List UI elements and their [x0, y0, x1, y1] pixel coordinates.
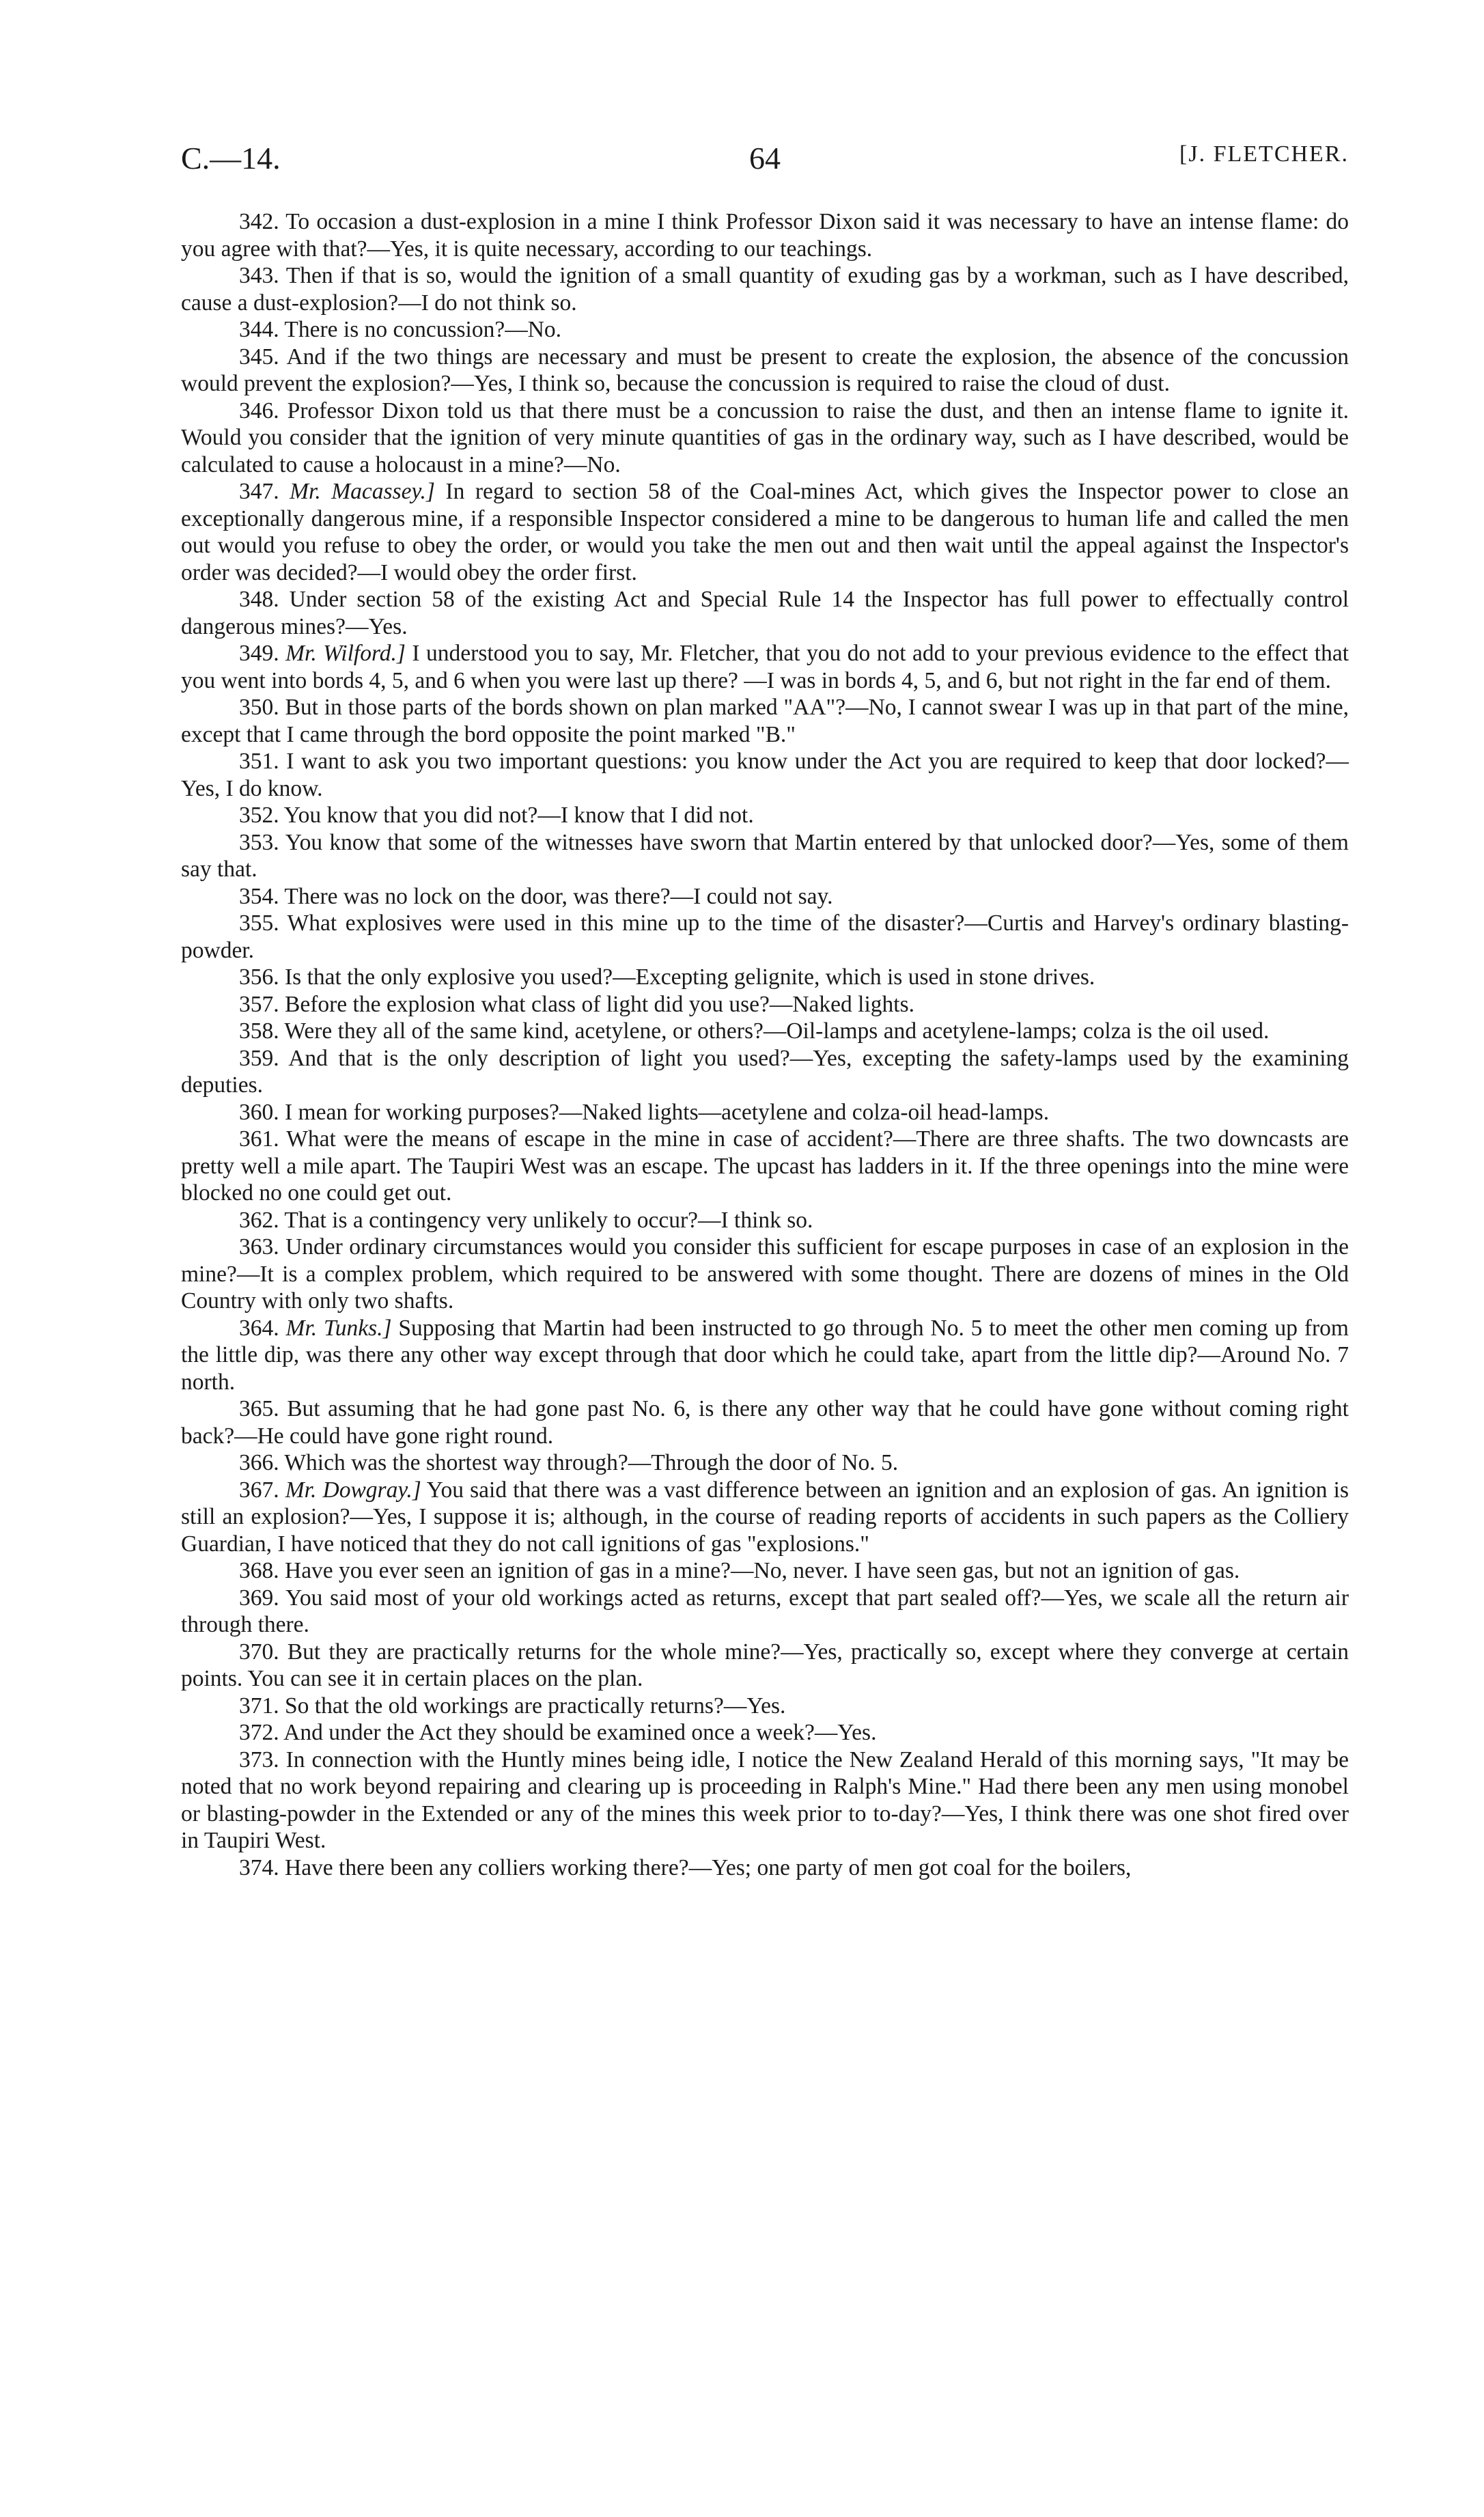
- question-answer-text: What explosives were used in this mine up to the time of the disaster?—Curtis and Harvey's ordinary blasting-powder.: [181, 910, 1349, 963]
- question-answer-text: And if the two things are necessary and must be present to create the explosion, the absence of the concussion would prevent the explosion?—Yes, I think so, because the concussion is required to raise the cloud of dust.: [181, 344, 1349, 396]
- question-number: 358.: [239, 1018, 279, 1044]
- question-answer-text: You know that some of the witnesses have sworn that Martin entered by that unlocked door?—Yes, some of them say that.: [181, 829, 1349, 882]
- testimony-paragraph: [181, 316, 1349, 344]
- question-number: 359.: [239, 1045, 279, 1071]
- question-number: 357.: [239, 991, 279, 1017]
- question-answer-text: Under ordinary circumstances would you consider this sufficient for escape purposes in case of an explosion in the mine?—It is a complex problem, which required to be answered with some thought. There are dozens of mines in the Old Country with only two shafts.: [181, 1234, 1349, 1313]
- question-number: 348.: [239, 587, 279, 612]
- question-answer-text: That is a contingency very unlikely to occur?—I think so.: [284, 1207, 813, 1233]
- question-answer-text: In regard to section 58 of the Coal-mines Act, which gives the Inspector power to close an exceptionally dangerous mine, if a responsible Inspector considered a mine to be dangerous to human life and called the men out would you refuse to obey the order, or would you take the men out and then wait until the appeal against the Inspector's order was decided?—I would obey the order first.: [181, 479, 1349, 585]
- question-number: 351.: [239, 749, 279, 774]
- question-answer-text: I understood you to say, Mr. Fletcher, that you do not add to your previous evidence to the effect that you went into bords 4, 5, and 6 when you were last up there? —I was in bords 4, 5, and 6, but not right in the far end of them.: [181, 641, 1349, 693]
- page-number: 64: [749, 141, 781, 176]
- question-answer-text: Were they all of the same kind, acetylene, or others?—Oil-lamps and acetylene-lamps; colza is the oil used.: [284, 1018, 1270, 1044]
- question-number: 346.: [239, 398, 279, 423]
- question-number: 365.: [239, 1396, 279, 1421]
- question-number: 345.: [239, 344, 279, 370]
- question-number: 367.: [239, 1477, 279, 1503]
- testimony-paragraph: [181, 1693, 1349, 1720]
- question-answer-text: There is no concussion?—No.: [284, 317, 562, 342]
- question-number: 354.: [239, 883, 279, 909]
- witness-name: [J. FLETCHER.: [1179, 141, 1349, 167]
- question-answer-text: There was no lock on the door, was there?—I could not say.: [284, 883, 833, 909]
- question-answer-text: To occasion a dust-explosion in a mine I think Professor Dixon said it was necessary to have an intense flame: do you agree with that?—Yes, it is quite necessary, according to our teachings.: [181, 209, 1349, 262]
- question-number: 349.: [239, 641, 279, 666]
- testimony-paragraph: [181, 1234, 1349, 1315]
- testimony-paragraph: [181, 991, 1349, 1018]
- speaker-label: Mr. Macassey.]: [290, 479, 435, 504]
- testimony-paragraph: [181, 1018, 1349, 1045]
- testimony-paragraph: [181, 640, 1349, 694]
- testimony-paragraph: [181, 1854, 1349, 1882]
- question-number: 364.: [239, 1315, 279, 1341]
- testimony-paragraph: [181, 1449, 1349, 1477]
- testimony-paragraph: [181, 1126, 1349, 1207]
- page-header: [181, 140, 1349, 195]
- testimony-paragraph: [181, 910, 1349, 964]
- testimony-paragraph: [181, 586, 1349, 640]
- question-number: 370.: [239, 1639, 279, 1665]
- question-answer-text: Have you ever seen an ignition of gas in a mine?—No, never. I have seen gas, but not an ignition of gas.: [285, 1558, 1240, 1583]
- question-answer-text: Which was the shortest way through?—Through the door of No. 5.: [284, 1450, 899, 1475]
- question-answer-text: Before the explosion what class of light did you use?—Naked lights.: [285, 991, 915, 1017]
- testimony-paragraph: [181, 1395, 1349, 1449]
- testimony-paragraph: [181, 1315, 1349, 1396]
- testimony-body: [181, 208, 1349, 1881]
- question-number: 374.: [239, 1854, 279, 1880]
- question-answer-text: But assuming that he had gone past No. 6, is there any other way that he could have gone without coming right back?—He could have gone right round.: [181, 1396, 1349, 1449]
- question-answer-text: Have there been any colliers working there?—Yes; one party of men got coal for the boilers,: [285, 1854, 1132, 1880]
- question-answer-text: In connection with the Huntly mines being idle, I notice the New Zealand Herald of this morning says, "It may be noted that no work beyond repairing and clearing up is proceeding in Ralph's Mine." Had there been any men using monobel or blasting-powder in the Extended or any of the mines this week prior to to-day?—Yes, I think there was one shot fired over in Taupiri West.: [181, 1747, 1349, 1853]
- question-answer-text: You said most of your old workings acted as returns, except that part sealed off?—Yes, we scale all the return air through there.: [181, 1585, 1349, 1637]
- speaker-label: Mr. Wilford.]: [285, 641, 406, 666]
- question-number: 360.: [239, 1099, 279, 1125]
- question-number: 366.: [239, 1450, 279, 1475]
- question-answer-text: Is that the only explosive you used?—Excepting gelignite, which is used in stone drives.: [285, 964, 1095, 990]
- question-answer-text: I want to ask you two important questions: you know under the Act you are required to keep that door locked?—Yes, I do know.: [181, 749, 1349, 801]
- testimony-paragraph: [181, 344, 1349, 398]
- testimony-paragraph: [181, 883, 1349, 910]
- testimony-paragraph: [181, 262, 1349, 316]
- question-number: 353.: [239, 829, 279, 855]
- testimony-paragraph: [181, 208, 1349, 262]
- speaker-label: Mr. Tunks.]: [285, 1315, 392, 1341]
- question-number: 362.: [239, 1207, 279, 1233]
- question-number: 363.: [239, 1234, 279, 1260]
- testimony-paragraph: [181, 1639, 1349, 1693]
- question-number: 350.: [239, 695, 279, 720]
- question-number: 355.: [239, 910, 279, 936]
- question-answer-text: Supposing that Martin had been instructed to go through No. 5 to meet the other men coming up from the little dip, was there any other way except through that door which he could take, apart from the little dip?—Around No. 7 north.: [181, 1315, 1349, 1395]
- question-number: 371.: [239, 1693, 279, 1719]
- question-answer-text: So that the old workings are practically returns?—Yes.: [285, 1693, 786, 1719]
- question-number: 344.: [239, 317, 279, 342]
- question-answer-text: And that is the only description of light you used?—Yes, excepting the safety-lamps used by the examining deputies.: [181, 1045, 1349, 1098]
- question-number: 356.: [239, 964, 279, 990]
- question-number: 347.: [239, 479, 279, 504]
- testimony-paragraph: [181, 802, 1349, 829]
- testimony-paragraph: [181, 398, 1349, 479]
- question-number: 343.: [239, 263, 279, 288]
- question-answer-text: But in those parts of the bords shown on plan marked "AA"?—No, I cannot swear I was up in that part of the mine, except that I came through the bord opposite the point marked "B.": [181, 695, 1349, 747]
- question-number: 372.: [239, 1720, 279, 1745]
- document-code: C.—14.: [181, 141, 281, 176]
- question-answer-text: Under section 58 of the existing Act and Special Rule 14 the Inspector has full power to effectually control dangerous mines?—Yes.: [181, 587, 1349, 639]
- question-number: 373.: [239, 1747, 279, 1772]
- testimony-paragraph: [181, 1585, 1349, 1639]
- testimony-paragraph: [181, 1557, 1349, 1585]
- testimony-paragraph: [181, 1477, 1349, 1558]
- question-answer-text: And under the Act they should be examined once a week?—Yes.: [283, 1720, 877, 1745]
- question-number: 369.: [239, 1585, 279, 1611]
- question-number: 352.: [239, 803, 279, 828]
- question-answer-text: You said that there was a vast difference between an ignition and an explosion of gas. An ignition is still an explosion?—Yes, I suppose it is; although, in the course of reading reports of accidents in such papers as the Colliery Guardian, I have noticed that they do not call ignitions of gas "explosions.": [181, 1477, 1349, 1557]
- question-answer-text: Professor Dixon told us that there must be a concussion to raise the dust, and then an intense flame to ignite it. Would you consider that the ignition of very minute quantities of gas in the ordinary way, such as I have described, would be calculated to cause a holocaust in a mine?—No.: [181, 398, 1349, 477]
- question-answer-text: You know that you did not?—I know that I did not.: [283, 803, 754, 828]
- testimony-paragraph: [181, 694, 1349, 748]
- question-answer-text: I mean for working purposes?—Naked lights—acetylene and colza-oil head-lamps.: [285, 1099, 1050, 1125]
- question-answer-text: But they are practically returns for the whole mine?—Yes, practically so, except where they converge at certain points. You can see it in certain places on the plan.: [181, 1639, 1349, 1691]
- question-answer-text: What were the means of escape in the mine in case of accident?—There are three shafts. The two downcasts are pretty well a mile apart. The Taupiri West was an escape. The upcast has ladders in it. If the three openings into the mine were blocked no one could get out.: [181, 1126, 1349, 1206]
- testimony-paragraph: [181, 1045, 1349, 1099]
- question-number: 368.: [239, 1558, 279, 1583]
- testimony-paragraph: [181, 1747, 1349, 1854]
- question-number: 342.: [239, 209, 279, 234]
- question-number: 361.: [239, 1126, 279, 1152]
- question-answer-text: Then if that is so, would the ignition of a small quantity of exuding gas by a workman, such as I have described, cause a dust-explosion?—I do not think so.: [181, 263, 1349, 316]
- testimony-paragraph: [181, 478, 1349, 586]
- speaker-label: Mr. Dowgray.]: [285, 1477, 421, 1503]
- testimony-paragraph: [181, 964, 1349, 991]
- testimony-paragraph: [181, 748, 1349, 802]
- testimony-paragraph: [181, 1099, 1349, 1126]
- testimony-paragraph: [181, 829, 1349, 883]
- testimony-paragraph: [181, 1207, 1349, 1234]
- testimony-paragraph: [181, 1719, 1349, 1747]
